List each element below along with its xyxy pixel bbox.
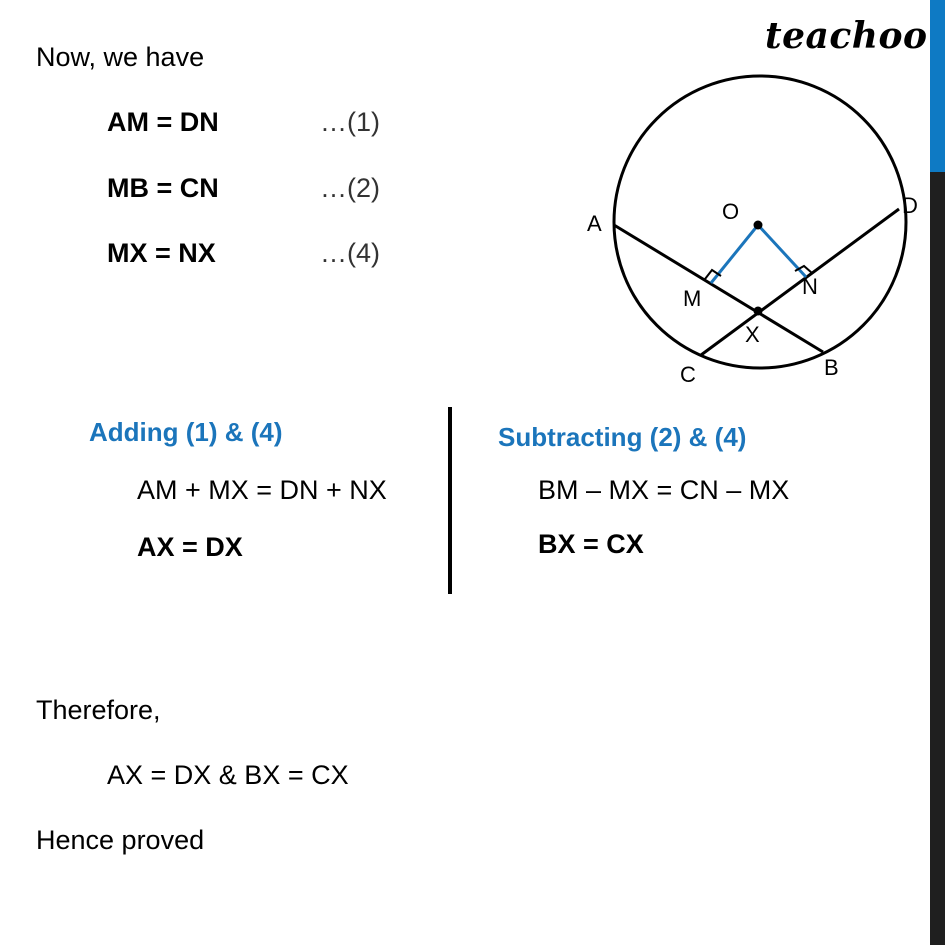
given-eq-2: MB = CN <box>107 173 219 203</box>
given-ref-3: …(4) <box>320 238 380 268</box>
circle-chords-diagram <box>575 185 935 385</box>
intro-text: Now, we have <box>36 42 205 72</box>
right-result: BX = CX <box>538 529 644 559</box>
point-x <box>754 307 763 316</box>
therefore-text: Therefore, <box>36 695 161 725</box>
conclusion-statement: AX = DX & BX = CX <box>107 760 349 790</box>
label-o: O <box>722 199 740 224</box>
given-ref-1: …(1) <box>320 107 380 137</box>
label-n: N <box>802 274 818 299</box>
teachoo-logo: teachoo <box>765 15 928 57</box>
column-divider <box>448 407 452 594</box>
chord-cd <box>701 209 899 355</box>
left-heading: Adding (1) & (4) <box>89 417 283 447</box>
given-ref-2: …(2) <box>320 173 380 203</box>
right-line-1: BM – MX = CN – MX <box>538 475 790 505</box>
label-m: M <box>683 286 702 311</box>
point-o <box>754 221 763 230</box>
hence-proved-text: Hence proved <box>36 825 205 855</box>
label-a: A <box>587 211 602 236</box>
label-b: B <box>824 355 839 380</box>
left-line-1: AM + MX = DN + NX <box>137 475 387 505</box>
right-heading: Subtracting (2) & (4) <box>498 422 747 452</box>
label-d: D <box>902 193 918 218</box>
label-x: X <box>745 322 760 347</box>
given-eq-3: MX = NX <box>107 238 216 268</box>
scroll-thumb[interactable] <box>930 0 945 172</box>
label-c: C <box>680 362 696 387</box>
left-result: AX = DX <box>137 532 243 562</box>
given-eq-1: AM = DN <box>107 107 219 137</box>
